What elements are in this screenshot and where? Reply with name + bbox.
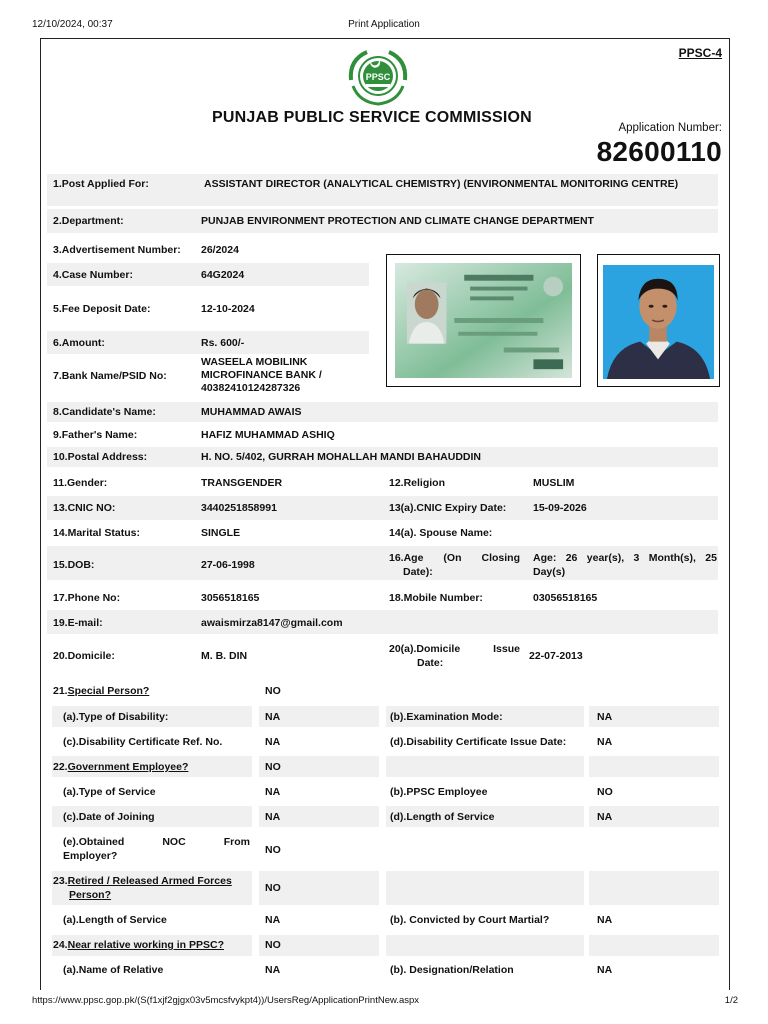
post-applied-label: 1.Post Applied For: [53, 178, 149, 190]
age-value-cont: Day(s) [533, 566, 566, 578]
service-type-value: NA [265, 786, 281, 798]
certificate-date-value: NA [597, 736, 613, 748]
armed-forces-value: NO [265, 882, 281, 894]
exam-mode-label: (b).Examination Mode: [390, 711, 503, 723]
row-shade [47, 610, 718, 634]
amount-label: 6.Amount: [53, 337, 105, 349]
commission-title: PUNJAB PUBLIC SERVICE COMMISSION [212, 109, 532, 126]
court-martial-value: NA [597, 914, 613, 926]
disability-type-label: (a).Type of Disability: [63, 711, 169, 723]
phone-value: 3056518165 [201, 592, 260, 604]
certificate-ref-value: NA [265, 736, 281, 748]
designation-label: (b). Designation/Relation [390, 964, 514, 976]
relative-name-value: NA [265, 964, 281, 976]
case-number-label: 4.Case Number: [53, 269, 133, 281]
print-datetime: 12/10/2024, 00:37 [32, 19, 113, 30]
armed-forces-label [53, 875, 232, 888]
advertisement-value: 26/2024 [201, 244, 239, 256]
row-shade [386, 935, 584, 956]
religion-label: 12.Religion [389, 477, 446, 489]
father-name-value: HAFIZ MUHAMMAD ASHIQ [201, 429, 335, 441]
domicile-label: 20.Domicile: [53, 650, 115, 662]
postal-address-label: 10.Postal Address: [53, 451, 148, 463]
email-value: awaismirza8147@gmail.com [201, 617, 343, 629]
religion-value: MUSLIM [533, 477, 575, 489]
relative-name-label: (a).Name of Relative [63, 964, 164, 976]
mobile-value: 03056518165 [533, 592, 598, 604]
row-shade [386, 756, 584, 777]
special-person-text: Special Person? [67, 685, 150, 697]
logo-text: PPSC [365, 72, 391, 82]
ppsc-employee-value: NO [597, 786, 613, 798]
amount-value: Rs. 600/- [201, 337, 245, 349]
service-length-label: (d).Length of Service [390, 811, 495, 823]
marital-status-value: SINGLE [201, 527, 241, 539]
armed-forces-text: Retired / Released Armed Forces [67, 875, 232, 887]
fee-date-label: 5.Fee Deposit Date: [53, 303, 151, 315]
cnic-value: 3440251858991 [201, 502, 277, 514]
noc-label: (e).Obtained NOC From [63, 836, 250, 848]
government-employee-num: 22. [53, 761, 68, 773]
marital-status-label: 14.Marital Status: [53, 527, 140, 539]
print-page-count: 1/2 [724, 995, 738, 1006]
cnic-label: 13.CNIC NO: [53, 502, 116, 514]
form-code: PPSC-4 [678, 46, 722, 60]
domicile-issue-value: 22-07-2013 [529, 650, 583, 662]
candidate-name-value: MUHAMMAD AWAIS [201, 406, 302, 418]
cnic-expiry-value: 15-09-2026 [533, 502, 587, 514]
domicile-issue-label-cont: Date: [417, 657, 444, 669]
row-shade [589, 756, 719, 777]
government-employee-label [53, 761, 188, 774]
dob-value: 27-06-1998 [201, 559, 255, 571]
armed-service-length-value: NA [265, 914, 281, 926]
armed-forces-label-cont: Person? [69, 889, 112, 901]
email-label: 19.E-mail: [53, 617, 103, 629]
noc-label-cont: Employer? [63, 850, 118, 862]
mobile-label: 18.Mobile Number: [389, 592, 483, 604]
department-value: PUNJAB ENVIRONMENT PROTECTION AND CLIMATE CHANGE DEPARTMENT [201, 215, 594, 227]
special-person-label [53, 685, 149, 698]
advertisement-label: 3.Advertisement Number: [53, 244, 181, 256]
print-page-title: Print Application [348, 19, 420, 30]
domicile-issue-label: 20(a).Domicile Issue [389, 643, 520, 655]
court-martial-label: (b). Convicted by Court Martial? [390, 914, 550, 926]
row-shade [589, 871, 719, 905]
near-relative-num: 24. [53, 939, 68, 951]
joining-date-label: (c).Date of Joining [63, 811, 155, 823]
cnic-card-image [386, 254, 581, 387]
certificate-date-label: (d).Disability Certificate Issue Date: [390, 736, 567, 748]
exam-mode-value: NA [597, 711, 613, 723]
row-shade [47, 496, 718, 520]
father-name-label: 9.Father's Name: [53, 429, 138, 441]
row-shade [589, 935, 719, 956]
department-label: 2.Department: [53, 215, 124, 227]
candidate-photo-image [597, 254, 720, 387]
domicile-value: M. B. DIN [201, 650, 248, 662]
phone-label: 17.Phone No: [53, 592, 121, 604]
post-applied-value: ASSISTANT DIRECTOR (ANALYTICAL CHEMISTRY) (ENVIRONMENTAL MONITORING CENTRE) [204, 178, 679, 190]
dob-label: 15.DOB: [53, 559, 95, 571]
government-employee-text: Government Employee? [67, 761, 189, 773]
fee-date-value: 12-10-2024 [201, 303, 255, 315]
gender-value: TRANSGENDER [201, 477, 283, 489]
age-value: Age: 26 year(s), 3 Month(s), 25 [533, 552, 717, 564]
joining-date-value: NA [265, 811, 281, 823]
bank-value: WASEELA MOBILINK MICROFINANCE BANK / 40382410124287326 [201, 356, 322, 394]
service-type-label: (a).Type of Service [63, 786, 156, 798]
disability-type-value: NA [265, 711, 281, 723]
special-person-num: 21. [53, 685, 68, 697]
near-relative-label [53, 939, 224, 952]
cnic-expiry-label: 13(a).CNIC Expiry Date: [389, 502, 507, 514]
postal-address-value: H. NO. 5/402, GURRAH MOHALLAH MANDI BAHAUDDIN [201, 451, 482, 463]
designation-value: NA [597, 964, 613, 976]
noc-value: NO [265, 844, 281, 856]
application-number: 82600110 [596, 136, 722, 167]
near-relative-value: NO [265, 939, 281, 951]
bank-label: 7.Bank Name/PSID No: [53, 370, 167, 382]
age-label: 16.Age (On Closing [389, 552, 520, 564]
special-person-value: NO [265, 685, 281, 697]
candidate-name-label: 8.Candidate's Name: [53, 406, 156, 418]
case-number-value: 64G2024 [201, 269, 245, 281]
gender-label: 11.Gender: [53, 477, 108, 489]
print-url: https://www.ppsc.gop.pk/(S(f1xjf2gjgx03v5mcsfvykpt4))/UsersReg/ApplicationPrintNew.aspx [32, 995, 420, 1006]
age-label-cont: Date): [403, 566, 433, 578]
ppsc-employee-label: (b).PPSC Employee [390, 786, 488, 798]
application-number-label: Application Number: [618, 122, 722, 134]
government-employee-value: NO [265, 761, 281, 773]
near-relative-text: Near relative working in PPSC? [67, 939, 224, 951]
certificate-ref-label: (c).Disability Certificate Ref. No. [63, 736, 223, 748]
row-shade [386, 871, 584, 905]
armed-service-length-label: (a).Length of Service [63, 914, 167, 926]
armed-forces-num: 23. [53, 875, 68, 887]
spouse-name-label: 14(a). Spouse Name: [389, 527, 493, 539]
ppsc-logo-icon [345, 46, 411, 108]
service-length-value: NA [597, 811, 613, 823]
